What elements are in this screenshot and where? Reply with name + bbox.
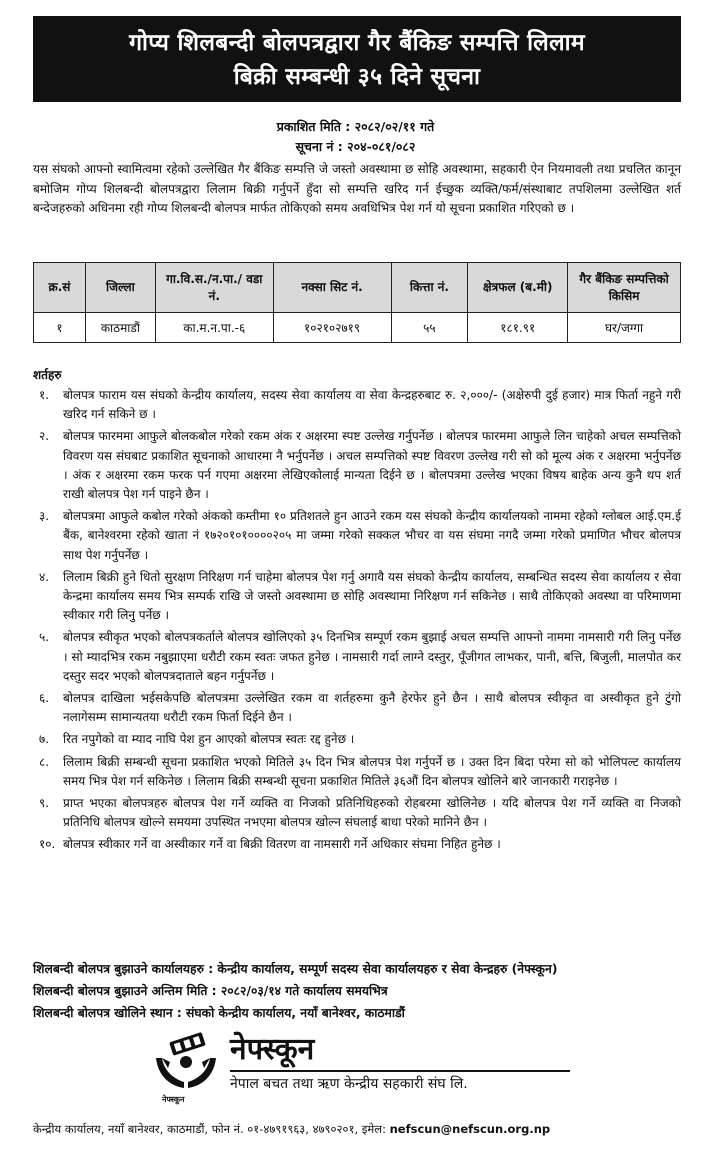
property-table bbox=[33, 262, 681, 343]
term-number: ६. bbox=[39, 691, 50, 706]
table-cell: ५५ bbox=[391, 313, 468, 343]
term-number: ४. bbox=[39, 569, 50, 584]
table-header: क्र.सं bbox=[34, 263, 86, 313]
table-cell: काठमाडौं bbox=[85, 313, 155, 343]
list-item bbox=[33, 794, 681, 832]
term-number: ९. bbox=[39, 796, 50, 811]
notice-number: सूचना नं : २०४-०८१/०८२ bbox=[295, 139, 416, 154]
term-number: ७. bbox=[39, 732, 50, 747]
list-item bbox=[33, 427, 681, 504]
term-number: ५. bbox=[39, 630, 50, 645]
footer-email: nefscun@nefscun.org.np bbox=[389, 1122, 551, 1136]
table-cell: १०२१०२७१९ bbox=[273, 313, 391, 343]
terms-heading: शर्तहरु bbox=[33, 368, 62, 382]
term-number: २. bbox=[39, 429, 50, 444]
term-number: ८. bbox=[39, 754, 50, 769]
term-text: बोलपत्रमा आफुले कबोल गरेको अंकको कम्तीमा १० प्रतिशतले हुन आउने रकम यस संघको केन्द्रीय कार्यालयको नाममा रहेको ग्लोबल आई.एम.ई बैंक, बानेश्वरमा रहेको खाता नं १७२०१०१००००२०५ मा जम्मा गरेको सक्कल भौचर वा यस संघमा नगदै जम्मा गरेको प्रमाणित भौचर बोलपत्र साथ पेश गर्नुपर्नेछ । bbox=[63, 509, 681, 562]
hands-holding-coin-icon bbox=[150, 1028, 220, 1108]
table-header-row bbox=[34, 263, 681, 313]
submission-offices: शिलबन्दी बोलपत्र बुझाउने कार्यालयहरु : केन्द्रीय कार्यालय, सम्पूर्ण सदस्य सेवा कार्यालयहरु र सेवा केन्द्रहरु (नेफ्स्कून) bbox=[33, 962, 558, 976]
organization-name: नेफ्स्कून bbox=[230, 1032, 315, 1067]
term-text: लिलाम बिक्री हुने धितो सुरक्षण निरिक्षण गर्न चाहेमा बोलपत्र पेश गर्नु अगावै यस संघको केन्द्रीय कार्यालय, सम्बन्धित सदस्य सेवा कार्यालय र सेवा केन्द्रमा कार्यालय समय भित्र सम्पर्क राखि जे जस्तो अवस्थामा छ सोहि अवस्थामा निरिक्षण गर्न सकिनेछ । साथै तोकिएको अवस्था वा परिमाणमा स्वीकार गरी लिनु पर्नेछ । bbox=[63, 569, 681, 623]
term-number: १०. bbox=[39, 837, 56, 852]
table-header: जिल्ला bbox=[85, 263, 155, 313]
table-cell: १८१.९१ bbox=[468, 313, 568, 343]
table-cell: १ bbox=[34, 313, 86, 343]
organization-logo bbox=[150, 1028, 630, 1110]
term-text: बोलपत्र फाराम यस संघको केन्द्रीय कार्यालय, सदस्य सेवा कार्यालय वा सेवा केन्द्रहरुबाट रु. २,०००/- (अक्षेरुपी दुई हजार) मात्र फिर्ता नहुने गरी खरिद गर्न सकिने छ । bbox=[63, 388, 681, 422]
publication-info bbox=[0, 117, 711, 157]
term-text: बोलपत्र फारममा आफुले बोलकबोल गरेको रकम अंक र अक्षरमा स्पष्ट उल्लेख गर्नुपर्नेछ । बोलपत्र फारममा आफुले लिन चाहेको अचल सम्पत्तिको विवरण यस संघबाट प्रकाशित सूचनाको आधारमा नै भर्नुपर्नेछ । अचल सम्पत्तिको स्पष्ट विवरण उल्लेख गरी सो को मूल्य अंक र अक्षरमा भर्नुपर्नेछ । अंक र अक्षरमा रकम फरक पर्न गएमा अक्षरमा लेखिएकोलाई मान्यता दिईने छ । बोलपत्रमा उल्लेख भएका विषय बाहेक अन्य कुनै थप शर्त राखी बोलपत्र पेश गर्न पाइने छैन । bbox=[63, 429, 681, 502]
table-header: नक्सा सिट नं. bbox=[273, 263, 391, 313]
list-item bbox=[33, 730, 681, 749]
title-line-2: बिक्री सम्बन्धी ३५ दिने सूचना bbox=[233, 64, 481, 90]
term-text: रित नपुगेको वा म्याद नाघि पेश हुन आएको बोलपत्र स्वतः रद्द हुनेछ । bbox=[63, 732, 355, 747]
logo-divider bbox=[230, 1070, 570, 1072]
term-text: बोलपत्र स्वीकृत भएको बोलपत्रकर्ताले बोलपत्र खोलिएको ३५ दिनभित्र सम्पूर्ण रकम बुझाई अचल सम्पत्ति आफ्नो नाममा नामसारी गरी लिनु पर्नेछ । सो म्यादभित्र रकम नबुझाएमा धरौटी रकम स्वतः जफत हुनेछ । नामसारी गर्दा लाग्ने दस्तुर, पूँजीगत लाभकर, पानी, बत्ति, बिजुली, मालपोत कर दस्तुर सदर भएको बोलपत्रदाताले बहन गर्नुपर्नेछ । bbox=[63, 630, 681, 683]
list-item bbox=[33, 568, 681, 626]
table-header: कित्ता नं. bbox=[391, 263, 468, 313]
list-item bbox=[33, 628, 681, 686]
term-text: प्राप्त भएका बोलपत्रहरु बोलपत्र पेश गर्ने व्यक्ति वा निजको प्रतिनिधिहरुको रोहबरमा खोलिनेछ । यदि बोलपत्र पेश गर्ने व्यक्ति वा निजको प्रतिनिधि बोलपत्र खोल्ने समयमा उपस्थित नभएमा बोलपत्र खोल्न संघलाई बाधा परेको मानिने छैन । bbox=[63, 796, 681, 830]
term-number: ३. bbox=[39, 509, 50, 524]
list-item bbox=[33, 386, 681, 424]
term-text: बोलपत्र स्वीकार गर्ने वा अस्वीकार गर्ने वा बिक्री वितरण वा नामसारी गर्ने अधिकार संघमा निहित हुनेछ । bbox=[63, 837, 501, 852]
table-header: क्षेत्रफल (ब.मी) bbox=[468, 263, 568, 313]
list-item bbox=[33, 689, 681, 727]
submission-deadline: शिलबन्दी बोलपत्र बुझाउने अन्तिम मिति : २०८२/०३/१४ गते कार्यालय समयभित्र bbox=[33, 984, 388, 998]
list-item bbox=[33, 835, 681, 854]
publication-date: प्रकाशित मिति : २०८२/०२/११ गते bbox=[276, 119, 435, 134]
title-banner bbox=[33, 16, 681, 102]
organization-full-name: नेपाल बचत तथा ऋण केन्द्रीय सहकारी संघ लि. bbox=[230, 1076, 468, 1092]
intro-paragraph: यस संघको आफ्नो स्वामित्वमा रहेको उल्लेखित गैर बैंकिङ सम्पत्ति जे जस्तो अवस्थामा छ सोहि अवस्थामा, सहकारी ऐन नियमावली तथा प्रचलित कानून बमोजिम गोप्य शिलबन्दी बोलपत्रद्वारा लिलाम बिक्री गर्नुपर्ने हुँदा सो सम्पत्ति खरिद गर्न ईच्छुक व्यक्ति/फर्म/संस्थाबाट तपशिलमा उल्लेखित शर्त बन्देजहरुको अधिनमा रही गोप्य शिलबन्दी बोलपत्र मार्फत तोकिएको समय अवधिभित्र पेश गर्न यो सूचना प्रकाशित गरिएको छ । bbox=[33, 162, 681, 215]
footer-contact bbox=[33, 1120, 681, 1138]
term-text: बोलपत्र दाखिला भईसकेपछि बोलपत्रमा उल्लेखित रकम वा शर्तहरुमा कुनै हेरफेर हुने छैन । साथै बोलपत्र स्वीकृत वा अस्वीकृत हुने टुंगो नलागेसम्म सामान्यतया धरौटी रकम फिर्ता दिईने छैन । bbox=[63, 691, 681, 725]
list-item bbox=[33, 507, 681, 565]
list-item bbox=[33, 753, 681, 791]
table-cell: घर/जग्गा bbox=[568, 313, 681, 343]
table-cell: का.म.न.पा.-६ bbox=[155, 313, 273, 343]
table-header: गैर बैंकिङ सम्पत्तिको किसिम bbox=[568, 263, 681, 313]
opening-venue: शिलबन्दी बोलपत्र खोलिने स्थान : संघको केन्द्रीय कार्यालय, नयाँ बानेश्वर, काठमाडौं bbox=[33, 1006, 405, 1020]
table-header: गा.वि.स./न.पा./ वडा नं. bbox=[155, 263, 273, 313]
submission-info bbox=[33, 958, 681, 1024]
term-text: लिलाम बिक्री सम्बन्धी सूचना प्रकाशित भएको मितिले ३५ दिन भित्र बोलपत्र पेश गर्नुपर्ने छ । उक्त दिन बिदा परेमा सो को भोलिपल्ट कार्यालय समय भित्र पेश गर्न सकिनेछ । लिलाम बिक्री सम्बन्धी सूचना प्रकाशित मितिले ३६औं दिन बोलपत्र खोलिने बारे जानकारी गराइनेछ । bbox=[63, 754, 681, 788]
term-number: १. bbox=[39, 388, 50, 402]
title-line-1: गोप्य शिलबन्दी बोलपत्रद्वारा गैर बैंकिङ सम्पत्ति लिलाम bbox=[129, 30, 585, 56]
table-row bbox=[34, 313, 681, 343]
terms-list bbox=[33, 386, 681, 858]
logo-caption: नेफ्स्कून bbox=[162, 1095, 185, 1104]
footer-address: केन्द्रीय कार्यालय, नयाँ बानेश्वर, काठमाडौं, फोन नं. ०१-४७९१९६३, ४७९०२०१, इमेल: bbox=[33, 1122, 386, 1136]
